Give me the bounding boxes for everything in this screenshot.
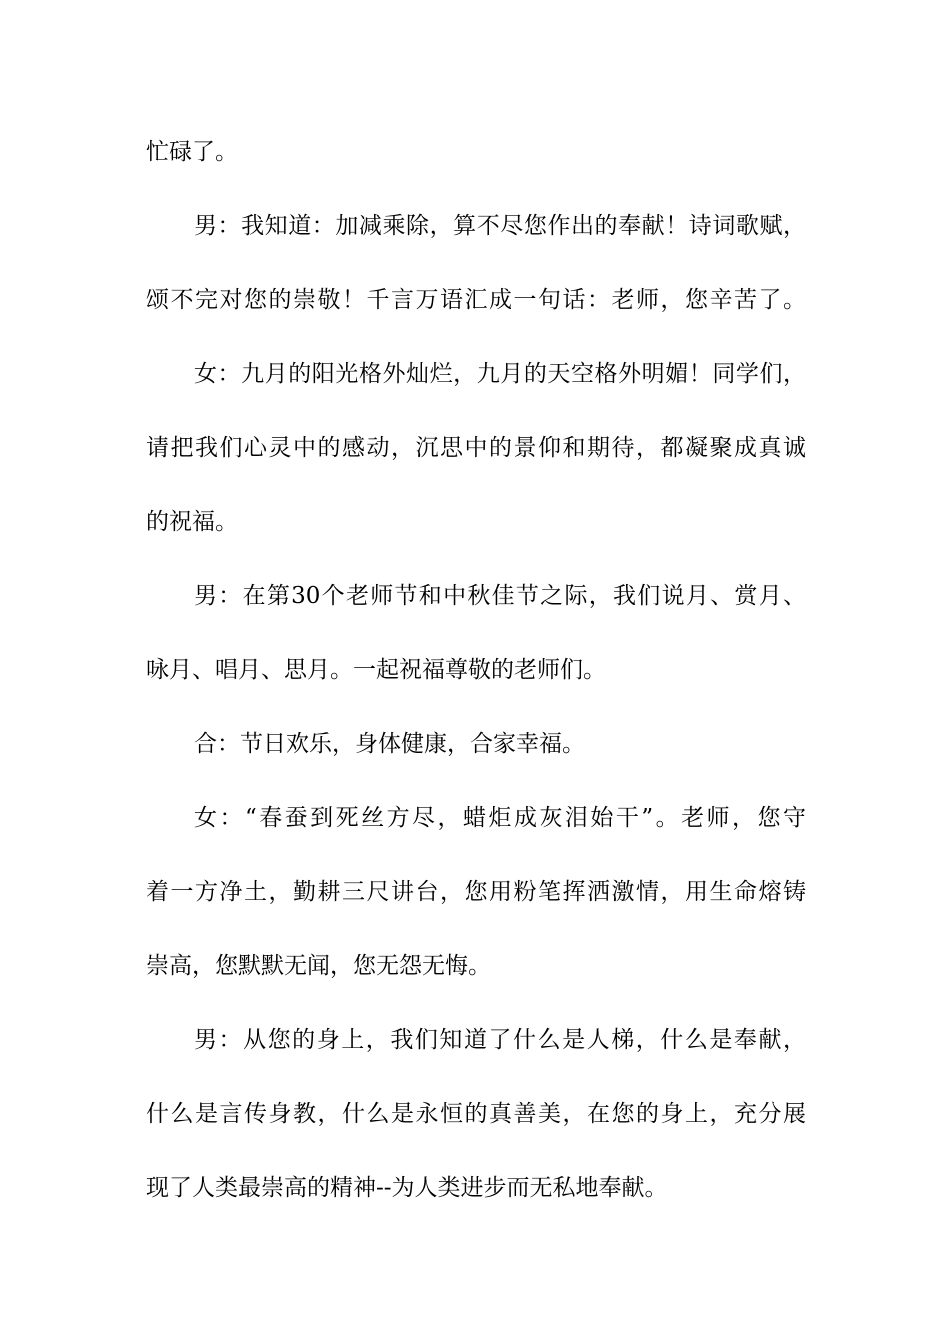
text-line: 的祝福。 <box>146 509 238 535</box>
text-line: 忙碌了。 <box>146 139 238 165</box>
text-line: 着一方净土，勤耕三尺讲台，您用粉笔挥洒激情，用生命熔铸 <box>146 879 806 905</box>
text-line: 什么是言传身教，什么是永恒的真善美，在您的身上，充分展 <box>146 1101 806 1127</box>
text-line: 男：从您的身上，我们知道了什么是人梯，什么是奉献， <box>194 1027 806 1053</box>
text-line: 男：我知道：加减乘除，算不尽您作出的奉献！诗词歌赋， <box>194 213 806 239</box>
text-line: 现了人类最崇高的精神--为人类进步而无私地奉献。 <box>146 1175 668 1201</box>
text-line: 女：九月的阳光格外灿烂，九月的天空格外明媚！同学们， <box>194 361 806 387</box>
text-line: 女：“春蚕到死丝方尽，蜡炬成灰泪始干”。老师，您守 <box>194 805 806 831</box>
text-line: 崇高，您默默无闻，您无怨无悔。 <box>146 953 491 979</box>
text-line: 颂不完对您的崇敬！千言万语汇成一句话：老师，您辛苦了。 <box>146 287 806 313</box>
text-line: 男：在第30个老师节和中秋佳节之际，我们说月、赏月、 <box>194 583 806 609</box>
text-line: 请把我们心灵中的感动，沉思中的景仰和期待，都凝聚成真诚 <box>146 435 806 461</box>
text-line: 合：节日欢乐，身体健康，合家幸福。 <box>194 731 585 757</box>
text-line: 咏月、唱月、思月。一起祝福尊敬的老师们。 <box>146 657 606 683</box>
